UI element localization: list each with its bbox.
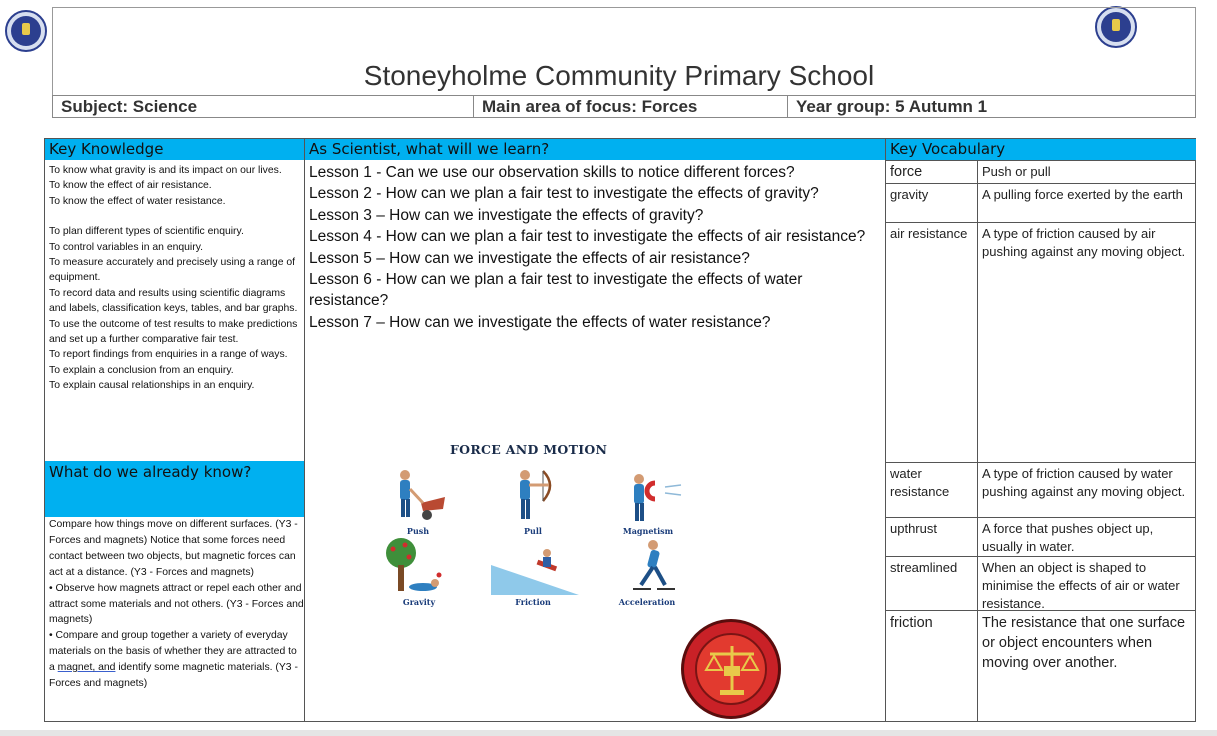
vocab-term: gravity [890,187,929,202]
lesson-list [309,162,879,333]
vocab-definition: A type of friction caused by water pushing against any moving object. [982,466,1186,499]
key-knowledge-item: To record data and results using scientific diagrams and labels, classification keys, tables, and bar graphs. [49,287,298,315]
pull-caption: Pull [524,526,542,536]
key-knowledge-item: To measure accurately and precisely using a range of equipment. [49,257,296,284]
lesson-item: Lesson 7 – How can we investigate the effects of water resistance? [309,313,771,331]
lesson-item: Lesson 2 - How can we plan a fair test to investigate the effects of gravity? [309,185,819,203]
subject-row [52,95,1196,118]
key-knowledge-item: To explain a conclusion from an enquiry. [49,364,234,376]
magnetism-illustration [625,471,687,525]
acceleration-illustration [623,539,683,597]
lesson-item: Lesson 5 – How can we investigate the effects of air resistance? [309,249,750,267]
key-knowledge-item: To report findings from enquiries in a range of ways. [49,349,288,361]
key-knowledge-item: To use the outcome of test results to make predictions and set up a further comparative fair test. [49,318,298,346]
year-group-label: Year group: 5 Autumn 1 [796,97,988,116]
vocab-row [885,517,1196,556]
key-knowledge-list [49,163,303,394]
vocab-term: upthrust [890,521,937,536]
knowledge-organiser-grid [44,138,1196,722]
vocab-definition: A pulling force exerted by the earth [982,187,1183,202]
key-knowledge-item: To plan different types of scientific enquiry. [49,226,244,238]
force-and-motion-title: FORCE AND MOTION [450,442,608,457]
vocab-term: friction [890,615,933,631]
lesson-item: Lesson 4 - How can we plan a fair test to investigate the effects of air resistance? [309,228,866,246]
friction-illustration [489,543,581,597]
vocab-definition: A type of friction caused by air pushing against any moving object. [982,226,1186,259]
vocab-header: Key Vocabulary [886,139,1196,160]
vocab-row [885,183,1196,222]
vocab-definition: When an object is shaped to minimise the effects of air or water resistance. [982,560,1180,611]
already-know-para: Compare how things move on different surfaces. (Y3 - Forces and magnets) Notice that some forces need contact between two objects, but magnetic forces can act at a distance. (Y3 - Forces and magnets) [49,519,298,578]
lesson-item: Lesson 3 – How can we investigate the effects of gravity? [309,206,704,224]
scales-icon [704,640,760,700]
push-caption: Push [406,526,430,536]
gravity-caption: Gravity [402,597,436,607]
page-bottom-edge [0,730,1217,736]
vocab-definition: A force that pushes object up, usually in water. [982,521,1154,554]
key-knowledge-item: To control variables in an enquiry. [49,241,204,253]
vocab-row [885,462,1196,517]
already-know-para: • Observe how magnets attract or repel each other and attract some materials and not others. (Y3 - Forces and magnets) [49,582,304,626]
vocab-definition: Push or pull [982,164,1051,179]
key-knowledge-header: Key Knowledge [45,139,304,160]
lesson-item: Lesson 1 - Can we use our observation skills to notice different forces? [309,164,795,181]
key-knowledge-item: To know what gravity is and its impact on our lives. [49,165,282,176]
vocab-definition: The resistance that one surface or object encounters when moving over another. [982,615,1186,671]
friction-caption: Friction [515,597,551,607]
gravity-illustration [379,537,453,595]
vocab-row [885,556,1196,610]
vocab-term: streamlined [890,560,958,575]
vocab-row [885,610,1196,723]
vocab-row [885,222,1196,462]
magnetism-caption: Magnetism [622,526,674,536]
vocab-term: water resistance [890,466,950,499]
vocab-row [885,160,1196,183]
school-title: Stoneyholme Community Primary School [363,60,875,91]
push-illustration [383,469,453,524]
key-knowledge-item: To explain causal relationships in an enquiry. [49,380,255,392]
already-know-text [49,517,305,692]
already-know-para: • Compare and group together a variety of everyday materials on the basis of whether they are attracted to a magnet, and identify some magnetic materials. (Y3 - Forces and magnets) [49,630,298,690]
school-logo-left [5,10,47,52]
acceleration-caption: Acceleration [618,597,676,607]
subject-label: Subject: Science [53,96,474,117]
already-know-header: What do we already know? [45,461,304,517]
pull-illustration [505,467,565,523]
vocab-term: air resistance [890,226,968,241]
key-knowledge-item: To know the effect of water resistance. [49,195,226,207]
focus-label: Main area of focus: Forces [474,96,788,117]
key-knowledge-item: To know the effect of air resistance. [49,180,212,192]
vocab-term: force [890,164,923,180]
learn-header: As Scientist, what will we learn? [305,139,885,160]
lesson-item: Lesson 6 - How can we plan a fair test to investigate the effects of water resistance? [309,271,803,310]
comparative-fair-test-stamp [681,619,781,719]
